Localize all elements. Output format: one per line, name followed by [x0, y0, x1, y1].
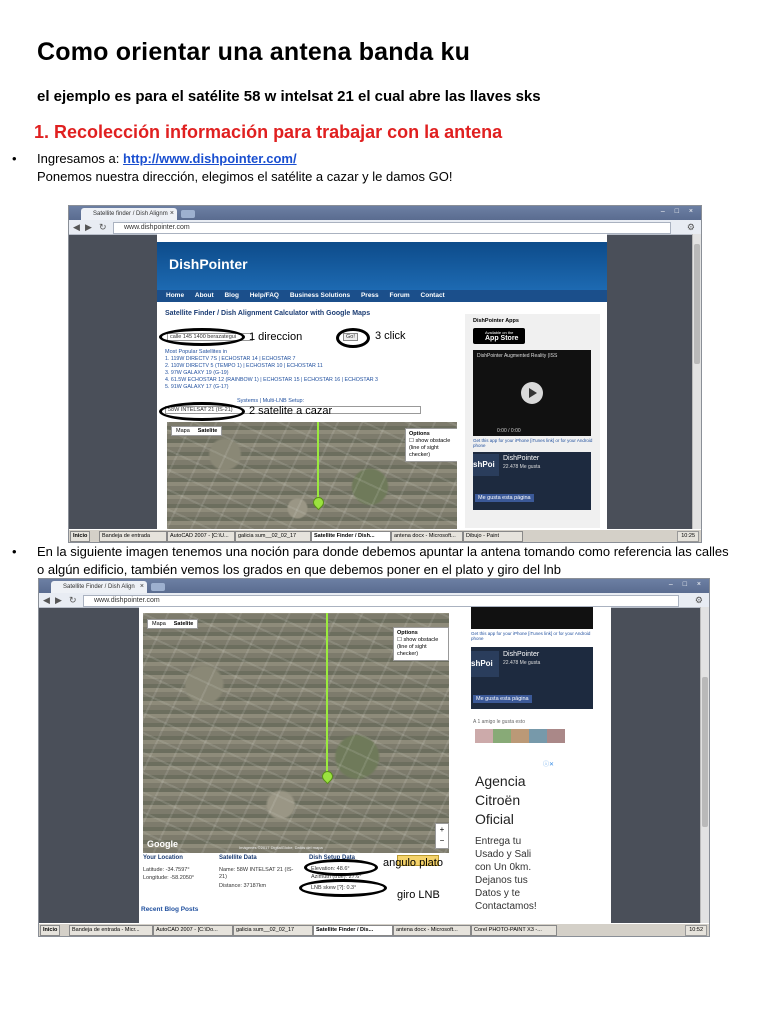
popular-item[interactable]: 5. 91W GALAXY 17 (G-17)	[165, 384, 229, 390]
map-type-buttons	[171, 426, 222, 436]
taskbar-item[interactable]: AutoCAD 2007 - [C:\U...	[167, 531, 235, 542]
menu-press[interactable]: Press	[360, 292, 379, 299]
address-input[interactable]: calle 145 1400 berazategui	[167, 333, 253, 341]
iphone-text[interactable]: Get this app for your iPhone [iTunes link] or for your Android phone	[473, 438, 593, 448]
bullet2-line1: En la siguiente imagen tenemos una noción para donde debemos apuntar la antena tomando como referencia las calles	[37, 544, 729, 559]
ad-body-line: con Un 0km.	[475, 862, 532, 873]
ad-line-2: Citroën	[475, 792, 521, 808]
annotation-oval	[304, 859, 378, 876]
taskbar-item[interactable]: galicia sum__02_02_17	[233, 925, 313, 936]
ad-line-3: Oficial	[475, 811, 514, 827]
satellite-map[interactable]	[143, 613, 449, 853]
distance: Distance: 37187km	[219, 883, 267, 889]
elevation: Elevation: 48.6°	[311, 866, 350, 872]
annotation-lnb: giro LNB	[397, 889, 440, 901]
site-banner	[157, 242, 607, 290]
map-type-mapa[interactable]: Mapa	[176, 428, 190, 434]
page-title: Como orientar una antena banda ku	[37, 38, 471, 66]
screenshot-1	[68, 205, 702, 543]
zoom-controls[interactable]: + −	[435, 823, 449, 849]
taskbar-item[interactable]: antena docx - Microsoft...	[391, 531, 463, 542]
line-of-sight	[326, 613, 328, 773]
taskbar	[69, 529, 701, 542]
video-title: DishPointer Augmented Reality (ISS	[477, 353, 558, 359]
new-tab-button[interactable]	[151, 583, 165, 591]
go-button[interactable]: Go!	[343, 333, 358, 341]
close-icon[interactable]: ×	[139, 583, 144, 590]
popular-item[interactable]: 2. 110W DIRECTV 5 (TEMPO 1) | ECHOSTAR 10 | ECHOSTAR 11	[165, 363, 323, 369]
bullet2-line2: o algún edificio, también vemos los grados en que debemos poner en el plato y giro del lnb	[37, 562, 561, 577]
dishpointer-page	[139, 607, 611, 923]
taskbar-item[interactable]: Dibujo - Paint	[463, 531, 523, 542]
blog-title[interactable]: Recent Blog Posts	[141, 906, 199, 913]
menu-forum[interactable]: Forum	[389, 292, 410, 299]
apps-title: DishPointer Apps	[473, 318, 519, 324]
bullet-dot: •	[12, 544, 17, 559]
ad-body-line: Datos y te	[475, 888, 521, 899]
forward-icon[interactable]: ▶	[85, 222, 92, 232]
ad-body-line: Contactamos!	[475, 901, 537, 912]
map-type-mapa[interactable]: Mapa	[152, 621, 166, 627]
map-type-satelite[interactable]: Satelite	[173, 621, 194, 627]
lnb-skew: LNB skew [?]: 0.3°	[311, 885, 357, 891]
dishpointer-link[interactable]: http://www.dishpointer.com/	[123, 151, 297, 166]
start-button[interactable]: Inicio	[70, 531, 90, 542]
google-logo: Google	[147, 839, 178, 849]
clock: 10:52	[685, 925, 707, 936]
ad-body-line: Usado y Sali	[475, 849, 532, 860]
address-bar	[69, 220, 701, 235]
address-bar	[39, 593, 709, 608]
site-menu	[157, 290, 607, 302]
apps-column	[465, 314, 600, 528]
fb-likes: 22.478 Me gusta	[503, 660, 541, 666]
wrench-icon[interactable]: ⚙	[694, 595, 703, 605]
app-store-badge[interactable]: Available on the App Store	[473, 328, 525, 344]
scrollbar[interactable]	[692, 234, 701, 530]
clock: 10:25	[677, 531, 699, 542]
scrollbar-thumb[interactable]	[694, 244, 700, 364]
ad-body-line: Entrega tu	[475, 836, 522, 847]
fb-like-button[interactable]: Me gusta esta página	[475, 494, 534, 502]
scrollbar[interactable]	[700, 607, 709, 924]
line-of-sight	[317, 422, 319, 500]
popular-item[interactable]: 3. 97W GALAXY 19 (G-19)	[165, 370, 229, 376]
taskbar-item-active[interactable]: Satellite Finder / Dish...	[311, 531, 391, 542]
location-pin-icon[interactable]	[320, 769, 336, 785]
latitude: Latitude: -34.7597°	[143, 867, 190, 873]
location-title: Your Location	[143, 855, 183, 861]
browser-tabbar	[39, 579, 709, 593]
menu-blog[interactable]: Blog	[224, 292, 239, 299]
popular-list	[165, 356, 378, 391]
url-input[interactable]: www.dishpointer.com	[83, 595, 679, 607]
finder-heading: Satellite Finder / Dish Alignment Calculator with Google Maps	[165, 310, 371, 317]
video-time: 0:00 / 0:00	[497, 428, 521, 434]
annotation-oval	[159, 328, 245, 346]
checkbox-icon[interactable]: ☐	[397, 637, 402, 643]
popular-item[interactable]: 4. 61.5W ECHOSTAR 12 (RAINBOW 1) | ECHOSTAR 15 | ECHOSTAR 16 | ECHOSTAR 3	[165, 377, 379, 383]
annotation-click: 3 click	[375, 330, 406, 342]
back-icon[interactable]: ◀	[73, 222, 80, 232]
friends-like-text: A 1 amigo le gusta esto	[473, 719, 525, 725]
ad-line-1: Agencia	[475, 773, 526, 789]
bullet-dot: •	[12, 151, 17, 166]
citroen-ad[interactable]	[475, 772, 577, 922]
popular-item[interactable]: 1. 119W DIRECTV 7S | ECHOSTAR 14 | ECHOSTAR 7	[165, 356, 296, 362]
screenshot-2	[38, 578, 710, 937]
menu-contact[interactable]: Contact	[420, 292, 445, 299]
ad-choices-icon[interactable]: ⓘ✕	[543, 762, 555, 768]
bullet-2	[12, 543, 757, 579]
annotation-oval	[336, 328, 370, 348]
section-heading: 1. Recolección información para trabajar con la antena	[34, 122, 503, 142]
popular-label: Most Popular Satellites in	[165, 349, 228, 355]
browser-tabbar	[69, 206, 701, 220]
options-checkbox-label[interactable]: ☐ show obstacle (line of sight checker)	[409, 438, 451, 458]
friends-avatars[interactable]	[475, 729, 565, 743]
taskbar	[39, 923, 709, 936]
annotation-satellite: 2 satelite a cazar	[249, 405, 333, 417]
site-logo[interactable]: DishPointer	[169, 256, 248, 272]
reload-icon[interactable]: ↻	[99, 222, 107, 232]
longitude: Longitude: -58.2050°	[143, 875, 195, 881]
satellite-name: Name: 58W INTELSAT 21 (IS-21)	[219, 867, 294, 880]
back-icon[interactable]: ◀	[43, 595, 50, 605]
annotation-oval	[299, 879, 387, 897]
satellite-data-title: Satellite Data	[219, 855, 257, 861]
facebook-box	[473, 452, 591, 510]
satellite-map[interactable]	[167, 422, 457, 530]
fb-like-button[interactable]: Me gusta esta página	[473, 695, 532, 703]
fb-page-logo: shPoi	[471, 651, 499, 677]
dishpointer-page	[157, 234, 607, 530]
menu-home[interactable]: Home	[166, 292, 185, 299]
bullet1-line2: Ponemos nuestra dirección, elegimos el satélite a cazar y le damos GO!	[37, 169, 453, 184]
bullet-1	[12, 150, 737, 186]
start-button[interactable]: Inicio	[40, 925, 60, 936]
fb-page-name[interactable]: DishPointer	[503, 651, 540, 658]
taskbar-item[interactable]: galicia sum__02_02_17	[235, 531, 311, 542]
window-controls[interactable]: – □ ×	[668, 581, 705, 588]
fb-page-logo: shPoi	[473, 454, 499, 476]
options-title: Options	[397, 630, 418, 636]
menu-help[interactable]: Help/FAQ	[249, 292, 279, 299]
location-pin-icon[interactable]	[311, 495, 327, 511]
fb-likes: 22.478 Me gusta	[503, 464, 541, 470]
annotation-oval	[159, 402, 245, 421]
browser-tab[interactable]: Satellite finder / Dish Alignm ×	[81, 208, 177, 220]
options-panel	[393, 627, 449, 661]
reload-icon[interactable]: ↻	[69, 595, 77, 605]
facebook-box	[471, 647, 593, 709]
menu-about[interactable]: About	[194, 292, 214, 299]
options-panel	[405, 428, 457, 462]
taskbar-item[interactable]: Bandeja de entrada	[99, 531, 167, 542]
video-player[interactable]	[473, 350, 591, 436]
taskbar-item[interactable]: antena docx - Microsoft...	[393, 925, 471, 936]
video-player[interactable]	[471, 607, 593, 629]
map-type-buttons	[147, 619, 198, 629]
window-controls[interactable]: – □ ×	[660, 208, 697, 215]
taskbar-item[interactable]: AutoCAD 2007 - [C:\Do...	[153, 925, 233, 936]
multi-lnb-label: Systems | Multi-LNB Setup:	[237, 398, 305, 404]
play-icon[interactable]	[521, 382, 543, 404]
iphone-text[interactable]: Get this app for your iPhone [iTunes link] or for your Android phone	[471, 631, 591, 641]
checkbox-icon[interactable]: ☐	[409, 438, 414, 444]
taskbar-item[interactable]: Bandeja de entrada - Micr...	[69, 925, 153, 936]
annotation-plate-angle: angulo plato	[383, 857, 443, 869]
options-checkbox-label[interactable]: ☐ show obstacle (line of sight checker)	[397, 637, 439, 657]
new-tab-button[interactable]	[181, 210, 195, 218]
close-icon[interactable]: ×	[169, 210, 174, 217]
scrollbar-thumb[interactable]	[702, 677, 708, 827]
url-input[interactable]: www.dishpointer.com	[113, 222, 671, 234]
bullet1-prefix: Ingresamos a:	[37, 151, 120, 166]
options-title: Options	[409, 431, 430, 437]
wrench-icon[interactable]: ⚙	[686, 222, 695, 232]
map-type-satelite[interactable]: Satelite	[197, 428, 218, 434]
menu-business[interactable]: Business Solutions	[289, 292, 351, 299]
azimuth: Azimuth (true): 27.6°	[311, 874, 362, 880]
forward-icon[interactable]: ▶	[55, 595, 62, 605]
subtitle: el ejemplo es para el satélite 58 w intelsat 21 el cual abre las llaves sks	[37, 88, 541, 105]
fb-page-name[interactable]: DishPointer	[503, 455, 540, 462]
ad-body-line: Dejanos tus	[475, 875, 528, 886]
dish-setup-title: Dish Setup Data	[309, 855, 356, 861]
map-credit: Imágenes ©2017 DigitalGlobe, Datos del mapa	[239, 845, 323, 850]
taskbar-item[interactable]: Corel PHOTO-PAINT X3 -...	[471, 925, 557, 936]
taskbar-item-active[interactable]: Satellite Finder / Dis...	[313, 925, 393, 936]
annotation-address: 1 direccion	[249, 331, 303, 343]
browser-tab[interactable]: Satellite Finder / Dish Align ×	[51, 581, 147, 593]
satellite-select[interactable]: 58W INTELSAT 21 (IS-21)	[165, 406, 421, 414]
